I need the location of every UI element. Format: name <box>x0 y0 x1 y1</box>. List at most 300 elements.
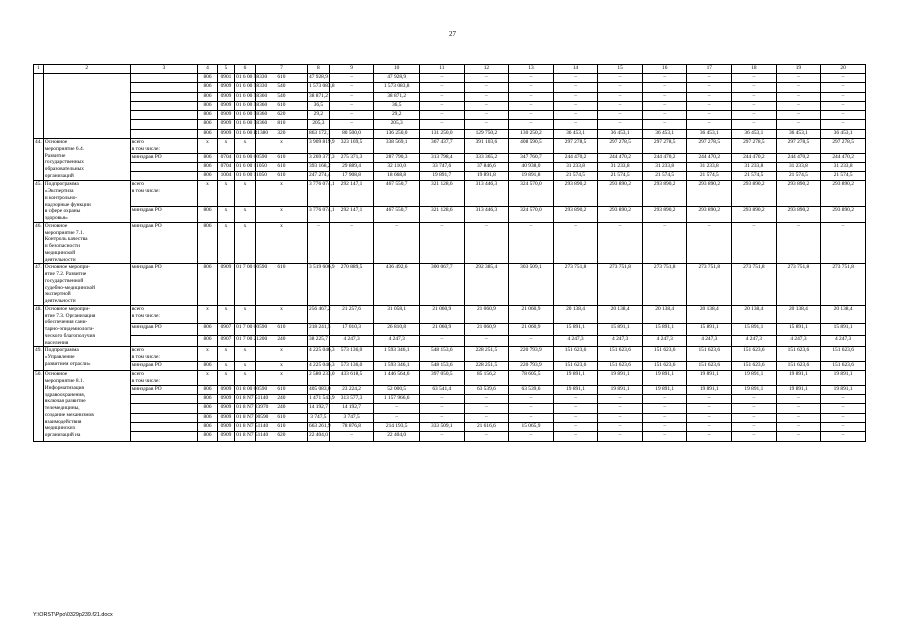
value-cell: 29,2 <box>374 111 420 120</box>
value-cell: 15 891,1 <box>776 324 821 336</box>
value-cell: – <box>509 111 554 120</box>
value-cell: 292 147,1 <box>329 181 374 206</box>
program-name-line: и безопасности <box>44 243 80 250</box>
value-cell: 15 891,1 <box>598 324 643 336</box>
value-cell: 01 6 00 00590 <box>235 153 256 162</box>
executor-cell <box>130 162 197 171</box>
value-cell: 247 274,4 <box>308 172 330 181</box>
value-cell: 19 891,1 <box>598 371 643 386</box>
value-cell: x <box>235 222 256 264</box>
value-cell: 806 <box>198 111 218 120</box>
executor-cell <box>130 129 197 138</box>
value-cell: – <box>732 101 777 110</box>
value-cell: 436 492,6 <box>374 264 420 306</box>
executor-cell: минздрав РО <box>130 385 197 394</box>
value-cell: 367 437,7 <box>420 139 465 154</box>
value-cell: 303 509,1 <box>509 264 554 306</box>
value-cell: 273 751,8 <box>732 264 777 306</box>
table-row <box>34 206 866 222</box>
executor-cell <box>130 172 197 181</box>
value-cell: – <box>420 413 465 422</box>
value-cell: 297 278,5 <box>598 139 643 154</box>
value-cell: 136 250,0 <box>374 129 420 138</box>
value-cell: 806 <box>198 324 218 336</box>
program-name-line: в сфере охраны <box>44 208 81 215</box>
value-cell: – <box>642 111 687 120</box>
value-cell: 292 385,4 <box>464 264 509 306</box>
value-cell: – <box>329 74 374 83</box>
executor-cell <box>130 371 197 386</box>
value-cell: – <box>732 404 777 413</box>
table-row <box>34 361 866 370</box>
value-cell: 15 891,1 <box>642 324 687 336</box>
value-cell: – <box>776 422 821 431</box>
table-row <box>34 422 866 431</box>
value-cell: – <box>732 395 777 404</box>
value-cell: x <box>217 139 234 154</box>
value-cell: x <box>255 361 307 370</box>
value-cell: 4 247,3 <box>598 335 643 347</box>
executor-line: всего <box>131 139 144 146</box>
value-cell: 47 928,9 <box>374 74 420 83</box>
executor-cell <box>130 120 197 129</box>
value-cell: 31 233,8 <box>821 162 866 171</box>
value-cell: 324 570,0 <box>509 181 554 206</box>
value-cell: 313 446,3 <box>464 206 509 222</box>
program-name-line: государственной <box>44 277 84 284</box>
value-cell: 31 058,1 <box>374 305 420 323</box>
executor-line: всего <box>131 371 144 378</box>
program-name-line: надзорные функции <box>44 201 91 208</box>
value-cell: 270 889,5 <box>329 264 374 306</box>
value-cell: 01 8 N7 51140 <box>235 432 256 441</box>
program-name-line: населения <box>44 339 69 346</box>
executor-cell <box>130 432 197 441</box>
value-cell: 333 509,1 <box>420 422 465 431</box>
value-cell: – <box>687 395 732 404</box>
value-cell: – <box>464 101 509 110</box>
value-cell: – <box>687 92 732 101</box>
value-cell: – <box>329 92 374 101</box>
value-cell: – <box>776 111 821 120</box>
value-cell: 4 247,3 <box>642 335 687 347</box>
value-cell: – <box>553 222 598 264</box>
executor-cell <box>130 347 197 362</box>
value-cell: 0907 <box>217 335 234 347</box>
value-cell: 151 623,6 <box>598 361 643 370</box>
value-cell: 610 <box>255 413 307 422</box>
value-cell: 806 <box>198 264 218 306</box>
value-cell: 0909 <box>217 83 234 92</box>
value-cell: 806 <box>198 432 218 441</box>
value-cell: 4 247,3 <box>374 335 420 347</box>
value-cell: 130 250,2 <box>509 129 554 138</box>
value-cell: 1 157 966,6 <box>374 395 420 404</box>
value-cell: 19 891,7 <box>420 172 465 181</box>
value-cell: 228 251,5 <box>464 347 509 362</box>
value-cell: – <box>420 404 465 413</box>
value-cell: 467 550,7 <box>374 181 420 206</box>
value-cell: 21 574,5 <box>687 172 732 181</box>
value-cell: x <box>255 371 307 386</box>
value-cell: 293 890,2 <box>553 181 598 206</box>
program-name-line: Основное <box>44 139 68 146</box>
value-cell: 0909 <box>217 111 234 120</box>
executor-cell: минздрав РО <box>130 222 197 264</box>
value-cell: 1 593 346,1 <box>374 361 420 370</box>
program-name <box>43 181 130 223</box>
value-cell: 17 010,3 <box>329 324 374 336</box>
value-cell: 36 453,1 <box>776 129 821 138</box>
value-cell: 333 365,2 <box>464 153 509 162</box>
value-cell: 293 890,2 <box>598 181 643 206</box>
row-number: 44. <box>34 139 44 181</box>
value-cell: 806 <box>198 422 218 431</box>
table-row <box>34 395 866 404</box>
column-number-cell: 4 <box>198 65 218 74</box>
program-name-line: Контроль качества <box>44 236 88 243</box>
value-cell: – <box>642 92 687 101</box>
value-cell: 19 891,1 <box>732 371 777 386</box>
value-cell: – <box>821 404 866 413</box>
program-name-line: деятельности <box>44 256 76 263</box>
value-cell: – <box>420 74 465 83</box>
value-cell: 0909 <box>217 413 234 422</box>
value-cell: 31 233,8 <box>642 162 687 171</box>
value-cell: 20 138,4 <box>821 305 866 323</box>
value-cell: 806 <box>198 120 218 129</box>
value-cell: 17 908,8 <box>329 172 374 181</box>
value-cell: 20 138,4 <box>553 305 598 323</box>
column-number-cell: 9 <box>329 65 374 74</box>
value-cell: 610 <box>255 422 307 431</box>
value-cell: 3 909 819,9 <box>308 139 330 154</box>
executor-cell <box>130 111 197 120</box>
executor-cell <box>130 139 197 154</box>
value-cell: – <box>553 83 598 92</box>
program-name-line: медицинских <box>44 425 76 432</box>
value-cell: 300 067,7 <box>420 264 465 306</box>
table-row <box>34 404 866 413</box>
program-name <box>43 222 130 264</box>
program-name <box>43 305 130 347</box>
value-cell: – <box>464 111 509 120</box>
value-cell: 63 541,4 <box>420 385 465 394</box>
value-cell: 273 751,8 <box>821 264 866 306</box>
program-name-line: развитием отрасли» <box>44 360 91 367</box>
value-cell: 806 <box>198 413 218 422</box>
column-number-cell: 5 <box>217 65 234 74</box>
value-cell: 3 747,5 <box>308 413 330 422</box>
value-cell: 287 790,3 <box>374 153 420 162</box>
value-cell: 313 798,4 <box>420 153 465 162</box>
value-cell: – <box>687 432 732 441</box>
value-cell: 324 570,0 <box>509 206 554 222</box>
value-cell: 151 623,6 <box>821 347 866 362</box>
value-cell: 467 550,7 <box>374 206 420 222</box>
executor-cell <box>130 395 197 404</box>
program-name-line: организаций <box>44 172 74 179</box>
value-cell: 3 269 377,3 <box>308 153 330 162</box>
value-cell: 573 136,0 <box>329 347 374 362</box>
value-cell: – <box>509 120 554 129</box>
value-cell: – <box>464 335 509 347</box>
value-cell: 4 247,3 <box>687 335 732 347</box>
value-cell: 663 261,9 <box>308 422 330 431</box>
value-cell: 293 890,2 <box>687 206 732 222</box>
value-cell: 31 233,8 <box>553 162 598 171</box>
value-cell: 1004 <box>217 172 234 181</box>
value-cell: 0909 <box>217 395 234 404</box>
value-cell: – <box>642 422 687 431</box>
value-cell: 293 890,2 <box>776 181 821 206</box>
value-cell: x <box>217 361 234 370</box>
value-cell: 22 404,0 <box>308 432 330 441</box>
value-cell: x <box>198 347 218 362</box>
value-cell: – <box>374 404 420 413</box>
program-name-line: Подпрограмма <box>44 347 79 354</box>
value-cell: – <box>553 111 598 120</box>
value-cell: 806 <box>198 162 218 171</box>
value-cell: 151 623,6 <box>687 361 732 370</box>
value-cell: 21 060,9 <box>464 305 509 323</box>
value-cell: x <box>198 139 218 154</box>
value-cell: 540 <box>255 83 307 92</box>
executor-cell: минздрав РО <box>130 206 197 222</box>
value-cell: – <box>732 92 777 101</box>
value-cell: – <box>598 120 643 129</box>
value-cell: 0907 <box>217 324 234 336</box>
value-cell: 313 577,3 <box>329 395 374 404</box>
value-cell: – <box>821 432 866 441</box>
value-cell: 397 050,5 <box>420 371 465 386</box>
value-cell: – <box>642 222 687 264</box>
value-cell: 293 890,2 <box>776 206 821 222</box>
executor-cell <box>130 74 197 83</box>
value-cell: 151 623,6 <box>598 347 643 362</box>
value-cell: 806 <box>198 385 218 394</box>
value-cell: 393 168,2 <box>308 162 330 171</box>
value-cell: – <box>553 432 598 441</box>
value-cell: 31 233,8 <box>732 162 777 171</box>
value-cell: x <box>255 206 307 222</box>
table-row <box>34 101 866 110</box>
executor-cell <box>130 92 197 101</box>
program-name-line: ческого благополучия <box>44 332 96 339</box>
value-cell: – <box>464 413 509 422</box>
value-cell: x <box>255 305 307 323</box>
value-cell: 3 519 606,9 <box>308 264 330 306</box>
value-cell: 151 623,6 <box>821 361 866 370</box>
value-cell: – <box>732 74 777 83</box>
value-cell: 244 470,2 <box>687 153 732 162</box>
table-row <box>34 335 866 347</box>
table-row <box>34 413 866 422</box>
column-number-cell: 17 <box>687 65 732 74</box>
value-cell: 1 471 543,9 <box>308 395 330 404</box>
executor-line: в том числе: <box>131 145 160 152</box>
value-cell: x <box>235 305 256 323</box>
value-cell: 806 <box>198 222 218 264</box>
value-cell: x <box>217 181 234 206</box>
value-cell: 01 6 00 58360 <box>235 120 256 129</box>
value-cell: 4 225 046,3 <box>308 347 330 362</box>
value-cell: 80 500,0 <box>329 129 374 138</box>
value-cell: – <box>553 395 598 404</box>
value-cell: 151 623,6 <box>732 347 777 362</box>
value-cell: 01 8 N7 51140 <box>235 422 256 431</box>
value-cell: 21 574,5 <box>732 172 777 181</box>
column-number-cell: 16 <box>642 65 687 74</box>
value-cell: 0704 <box>217 162 234 171</box>
executor-cell <box>130 305 197 323</box>
value-cell: – <box>420 120 465 129</box>
value-cell: 20 138,4 <box>687 305 732 323</box>
program-name-line: телемедицины, <box>44 405 80 412</box>
value-cell: – <box>732 222 777 264</box>
value-cell: – <box>553 413 598 422</box>
table-row <box>34 432 866 441</box>
value-cell: – <box>821 413 866 422</box>
value-cell: – <box>598 74 643 83</box>
value-cell: 297 278,5 <box>821 139 866 154</box>
executor-cell <box>130 413 197 422</box>
value-cell: 0909 <box>217 432 234 441</box>
value-cell: 52 000,5 <box>374 385 420 394</box>
value-cell: – <box>687 222 732 264</box>
executor-cell: минздрав РО <box>130 361 197 370</box>
value-cell: x <box>217 222 234 264</box>
value-cell: 806 <box>198 83 218 92</box>
value-cell: – <box>598 83 643 92</box>
value-cell: – <box>329 432 374 441</box>
table-row <box>34 385 866 394</box>
value-cell: – <box>687 74 732 83</box>
program-name <box>43 347 130 371</box>
value-cell: x <box>255 347 307 362</box>
value-cell: 218 241,5 <box>308 324 330 336</box>
value-cell: 01 6 00 11050 <box>235 172 256 181</box>
value-cell: 151 623,6 <box>553 347 598 362</box>
value-cell: – <box>509 432 554 441</box>
value-cell: 0704 <box>217 153 234 162</box>
value-cell: 19 891,1 <box>821 385 866 394</box>
value-cell: – <box>642 83 687 92</box>
value-cell: – <box>687 101 732 110</box>
value-cell: – <box>687 120 732 129</box>
program-name-line: медицинской <box>44 249 76 256</box>
value-cell: – <box>420 395 465 404</box>
value-cell: – <box>642 404 687 413</box>
value-cell: – <box>420 83 465 92</box>
table-row <box>34 324 866 336</box>
value-cell: 38 871,2 <box>308 92 330 101</box>
value-cell: 806 <box>198 395 218 404</box>
column-number-cell: 1 <box>34 65 44 74</box>
value-cell: – <box>329 222 374 264</box>
row-number: 46. <box>34 222 44 264</box>
value-cell: 19 891,1 <box>821 371 866 386</box>
value-cell: – <box>509 101 554 110</box>
value-cell: 19 891,8 <box>464 172 509 181</box>
value-cell: 36,5 <box>308 101 330 110</box>
program-name-line: мероприятие 7.1. <box>44 229 84 236</box>
value-cell: 1 573 083,8 <box>308 83 330 92</box>
value-cell: 129 750,2 <box>464 129 509 138</box>
value-cell: 0901 <box>217 74 234 83</box>
value-cell: 321 128,6 <box>420 206 465 222</box>
value-cell: 151 623,6 <box>642 361 687 370</box>
value-cell: – <box>687 413 732 422</box>
program-name <box>43 264 130 306</box>
value-cell: – <box>821 111 866 120</box>
value-cell: 36 453,1 <box>687 129 732 138</box>
value-cell: – <box>732 83 777 92</box>
value-cell: 31 233,8 <box>598 162 643 171</box>
value-cell: 408 590,5 <box>509 139 554 154</box>
budget-table <box>33 64 866 442</box>
value-cell: 37 846,6 <box>464 162 509 171</box>
value-cell: 47 928,9 <box>308 74 330 83</box>
table-row <box>34 139 866 154</box>
program-name-line: судебно-медицинской <box>44 284 96 291</box>
value-cell: 15 065,9 <box>509 422 554 431</box>
value-cell: 2 580 233,0 <box>308 371 330 386</box>
value-cell: – <box>642 74 687 83</box>
executor-cell: минздрав РО <box>130 153 197 162</box>
executor-line: всего <box>131 305 144 312</box>
value-cell: 3 776 074,1 <box>308 181 330 206</box>
value-cell: 22 404,0 <box>374 432 420 441</box>
value-cell: – <box>642 432 687 441</box>
value-cell: 36 453,1 <box>732 129 777 138</box>
column-number-cell: 18 <box>732 65 777 74</box>
column-number-cell: 3 <box>130 65 197 74</box>
value-cell: – <box>598 92 643 101</box>
executor-line: в том числе: <box>131 312 160 319</box>
program-name-line: Основное <box>44 222 68 229</box>
table-body <box>34 65 866 442</box>
column-number-cell: 19 <box>776 65 821 74</box>
row-number: 45. <box>34 181 44 223</box>
value-cell: 806 <box>198 172 218 181</box>
value-cell: 610 <box>255 264 307 306</box>
executor-cell <box>130 181 197 206</box>
value-cell: 15 891,1 <box>687 324 732 336</box>
value-cell: – <box>598 404 643 413</box>
value-cell: 63 539,6 <box>464 385 509 394</box>
value-cell: – <box>598 422 643 431</box>
page-number: 27 <box>449 30 456 38</box>
value-cell: 610 <box>255 162 307 171</box>
value-cell: – <box>821 83 866 92</box>
value-cell: – <box>642 120 687 129</box>
value-cell: 293 890,2 <box>732 181 777 206</box>
value-cell: 19 891,1 <box>553 385 598 394</box>
value-cell: 19 891,1 <box>642 371 687 386</box>
program-name <box>43 371 130 441</box>
value-cell: 293 890,2 <box>821 206 866 222</box>
value-cell: 131 250,0 <box>420 129 465 138</box>
value-cell: 244 470,2 <box>776 153 821 162</box>
value-cell: 240 <box>255 395 307 404</box>
value-cell: 36 453,1 <box>553 129 598 138</box>
program-name-line: тарно-эпидемиологи- <box>44 326 95 333</box>
executor-cell <box>130 422 197 431</box>
value-cell: 29,2 <box>308 111 330 120</box>
value-cell: x <box>235 347 256 362</box>
value-cell: 297 278,5 <box>642 139 687 154</box>
